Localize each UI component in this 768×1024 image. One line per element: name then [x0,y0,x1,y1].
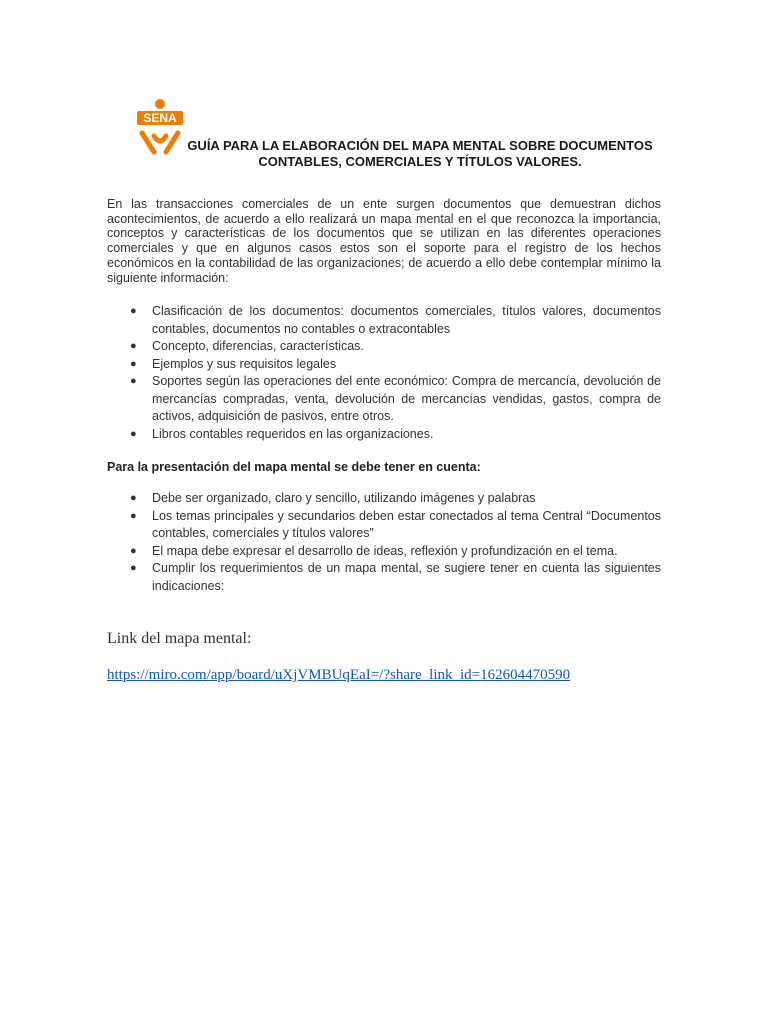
list-item-text: El mapa debe expresar el desarrollo de ideas, reflexión y profundización en el tema. [152,543,618,558]
list-item-text: Clasificación de los documentos: documentos comerciales, títulos valores, documentos contables, documentos no contables o extracontables [152,304,661,336]
list-item [107,356,661,374]
list-item [107,426,661,444]
bullet-icon: ● [130,509,137,522]
requirements-list [107,303,661,443]
list-item [107,338,661,356]
document-title [150,138,690,170]
bullet-icon: ● [130,492,137,504]
list-item-text: Soportes según las operaciones del ente económico: Compra de mercancía, devolución de mercancías compradas, venta, devolución de mercancías vendidas, gastos, compra de activos, adquisición de pasivos, entre otros. [152,374,661,423]
bullet-icon: ● [130,357,137,370]
title-line-2: CONTABLES, COMERCIALES Y TÍTULOS VALORES. [258,154,582,169]
intro-paragraph: En las transacciones comerciales de un ente surgen documentos que demuestran dichos acontecimientos, de acuerdo a ello realizará un mapa mental en el que reconozca la importancia, conceptos y características de los documentos que se utilizan en las diferentes operaciones comerciales y que en algunos casos estos son el soporte para el registro de los hechos económicos en la contabilidad de las organizaciones; de acuerdo a ello debe contemplar mínimo la siguiente información: [107,197,661,285]
bullet-icon: ● [130,427,137,440]
mind-map-link[interactable]: https://miro.com/app/board/uXjVMBUqEaI=/?share_link_id=162604470590 [107,667,571,683]
bullet-icon: ● [130,305,137,317]
title-line-1: GUÍA PARA LA ELABORACIÓN DEL MAPA MENTAL SOBRE DOCUMENTOS [187,138,653,153]
link-label: Link del mapa mental: [107,630,252,647]
list-item-text: Ejemplos y sus requisitos legales [152,356,337,371]
presentation-list [107,490,661,595]
list-item-text: Debe ser organizado, claro y sencillo, utilizando imágenes y palabras [152,491,536,505]
list-item [107,373,661,426]
list-item-text: Los temas principales y secundarios deben estar conectados al tema Central “Documentos contables, comerciales y títulos valores” [152,508,661,540]
list-item [107,543,661,561]
list-item-text: Cumplir los requerimientos de un mapa mental, se sugiere tener en cuenta las siguientes indicaciones: [152,561,661,593]
logo-text: SENA [143,111,177,125]
list-item [107,560,661,595]
bullet-icon: ● [130,375,137,387]
presentation-subheading: Para la presentación del mapa mental se debe tener en cuenta: [107,460,481,474]
list-item-text: Concepto, diferencias, características. [152,339,364,353]
list-item [107,490,661,508]
list-item [107,508,661,543]
list-item-text: Libros contables requeridos en las organizaciones. [152,426,434,441]
bullet-icon: ● [130,562,137,574]
list-item [107,303,661,338]
bullet-icon: ● [130,340,137,352]
bullet-icon: ● [130,544,137,557]
